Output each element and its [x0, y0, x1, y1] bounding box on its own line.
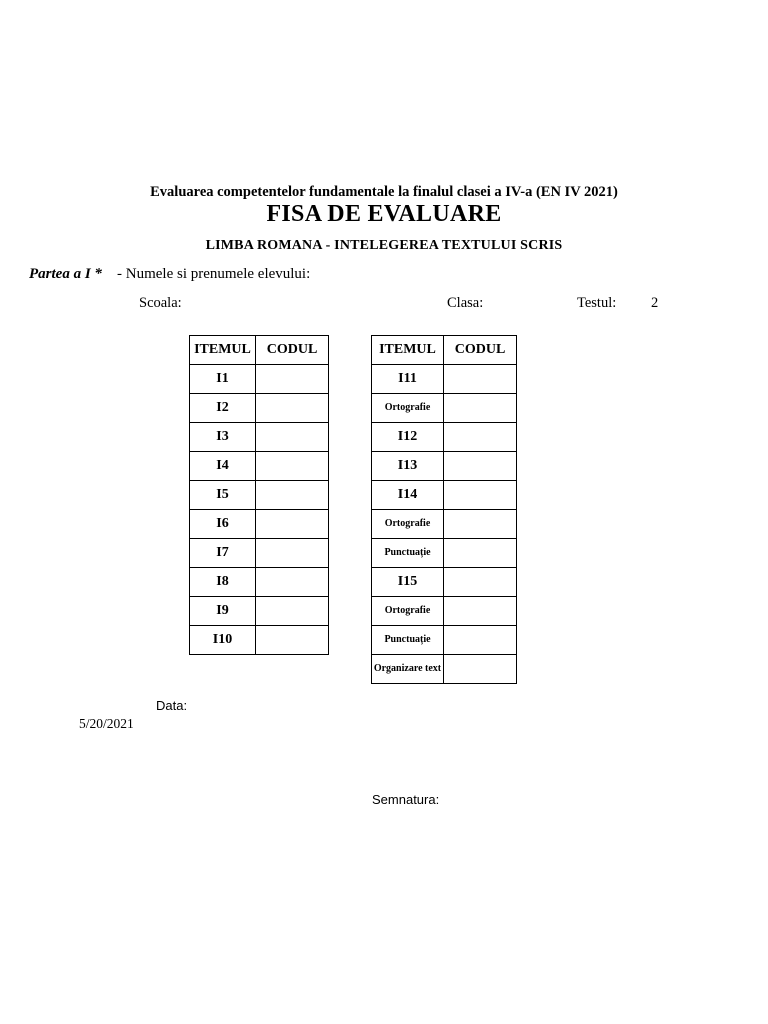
code-cell[interactable] — [256, 510, 329, 539]
column-header-code: CODUL — [256, 336, 329, 365]
header-line: Evaluarea competentelor fundamentale la finalul clasei a IV-a (EN IV 2021) — [150, 184, 618, 200]
item-cell: Punctuație — [372, 626, 444, 655]
table-row — [372, 597, 517, 626]
code-cell[interactable] — [256, 365, 329, 394]
item-cell: I8 — [190, 568, 256, 597]
test-value: 2 — [651, 295, 659, 311]
class-label: Clasa: — [447, 295, 484, 311]
code-cell[interactable] — [256, 626, 329, 655]
item-cell: I9 — [190, 597, 256, 626]
code-cell[interactable] — [444, 365, 517, 394]
code-cell[interactable] — [444, 597, 517, 626]
code-cell[interactable] — [256, 394, 329, 423]
table-row — [372, 626, 517, 655]
document-subtitle: LIMBA ROMANA - INTELEGEREA TEXTULUI SCRIS — [205, 238, 563, 253]
table-row — [372, 423, 517, 452]
code-cell[interactable] — [444, 568, 517, 597]
table-row — [190, 597, 329, 626]
code-cell[interactable] — [256, 423, 329, 452]
item-cell: I10 — [190, 626, 256, 655]
code-cell[interactable] — [444, 394, 517, 423]
table-row — [372, 510, 517, 539]
item-cell: I6 — [190, 510, 256, 539]
code-cell[interactable] — [256, 568, 329, 597]
code-cell[interactable] — [256, 539, 329, 568]
code-cell[interactable] — [256, 597, 329, 626]
code-cell[interactable] — [444, 481, 517, 510]
code-cell[interactable] — [444, 539, 517, 568]
item-cell: Ortografie — [372, 510, 444, 539]
item-cell: I14 — [372, 481, 444, 510]
item-cell: Ortografie — [372, 597, 444, 626]
table-row — [190, 365, 329, 394]
item-cell: Ortografie — [372, 394, 444, 423]
item-cell: Punctuație — [372, 539, 444, 568]
table-row — [190, 423, 329, 452]
table-header-row — [190, 336, 329, 365]
table-row — [372, 452, 517, 481]
item-cell: I2 — [190, 394, 256, 423]
table-row — [372, 394, 517, 423]
item-cell: I4 — [190, 452, 256, 481]
item-cell: I3 — [190, 423, 256, 452]
column-header-item: ITEMUL — [372, 336, 444, 365]
code-cell[interactable] — [256, 481, 329, 510]
item-cell: Organizare text — [372, 655, 444, 684]
table-row — [372, 655, 517, 684]
table-row — [190, 568, 329, 597]
code-cell[interactable] — [444, 423, 517, 452]
item-cell: I11 — [372, 365, 444, 394]
date-label: Data: — [156, 698, 188, 713]
date-value: 5/20/2021 — [79, 716, 134, 731]
code-cell[interactable] — [444, 655, 517, 684]
items-table-left — [189, 335, 329, 655]
items-table-right — [371, 335, 517, 684]
code-cell[interactable] — [444, 510, 517, 539]
part-label: Partea a I * — [29, 266, 102, 282]
document-title: FISA DE EVALUARE — [266, 201, 502, 227]
table-row — [190, 539, 329, 568]
item-cell: I12 — [372, 423, 444, 452]
test-label: Testul: — [577, 295, 617, 311]
table-header-row — [372, 336, 517, 365]
item-cell: I15 — [372, 568, 444, 597]
table-row — [372, 481, 517, 510]
item-cell: I7 — [190, 539, 256, 568]
table-row — [190, 510, 329, 539]
item-cell: I13 — [372, 452, 444, 481]
table-row — [372, 539, 517, 568]
table-row — [190, 626, 329, 655]
student-name-label: - Numele si prenumele elevului: — [117, 266, 311, 282]
school-label: Scoala: — [139, 295, 182, 311]
column-header-item: ITEMUL — [190, 336, 256, 365]
table-row — [190, 452, 329, 481]
column-header-code: CODUL — [444, 336, 517, 365]
code-cell[interactable] — [256, 452, 329, 481]
signature-label: Semnatura: — [372, 792, 440, 807]
code-cell[interactable] — [444, 452, 517, 481]
code-cell[interactable] — [444, 626, 517, 655]
item-cell: I1 — [190, 365, 256, 394]
table-row — [190, 481, 329, 510]
table-row — [372, 365, 517, 394]
table-row — [372, 568, 517, 597]
table-row — [190, 394, 329, 423]
item-cell: I5 — [190, 481, 256, 510]
